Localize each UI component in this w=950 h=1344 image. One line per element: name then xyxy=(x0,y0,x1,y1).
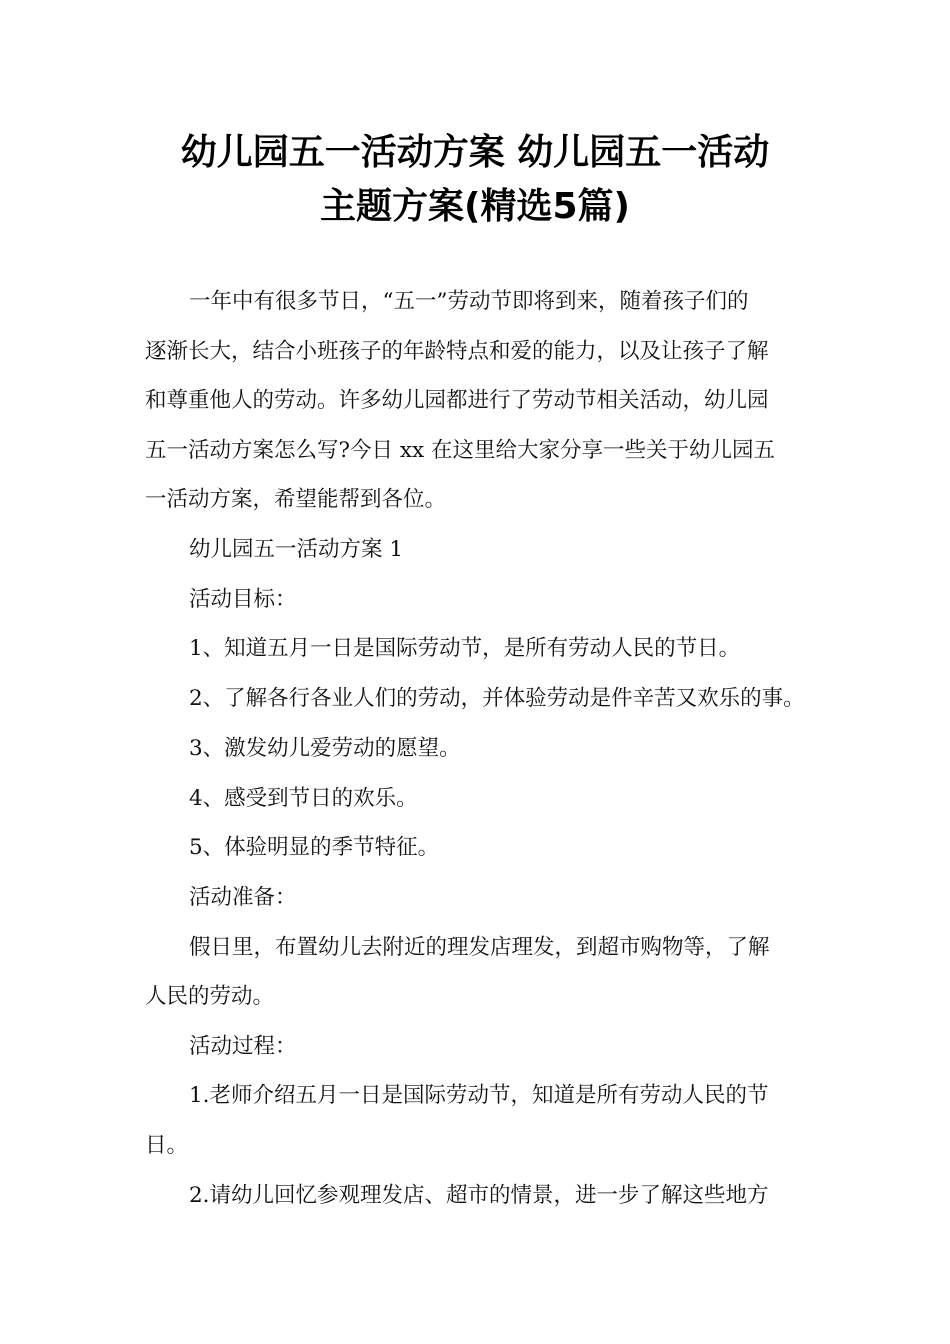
goal-item: 1、知道五月一日是国际劳动节，是所有劳动人民的节日。 xyxy=(189,636,741,661)
process-line: 2.请幼儿回忆参观理发店、超市的情景，进一步了解这些地方 xyxy=(189,1183,769,1208)
prep-line: 假日里，布置幼儿去附近的理发店理发，到超市购物等，了解 xyxy=(189,935,770,960)
prep-heading: 活动准备： xyxy=(189,885,297,910)
goals-heading: 活动目标： xyxy=(189,587,297,612)
intro-line: 一年中有很多节日，“五一”劳动节即将到来，随着孩子们的 xyxy=(189,289,749,314)
document-title-line-1: 幼儿园五一活动方案 幼儿园五一活动 xyxy=(180,132,770,173)
goal-item: 3、激发幼儿爱劳动的愿望。 xyxy=(189,736,461,761)
intro-line: 一活动方案，希望能帮到各位。 xyxy=(145,487,447,512)
goal-item: 4、感受到节日的欢乐。 xyxy=(189,786,418,811)
prep-line: 人民的劳动。 xyxy=(145,984,275,1009)
section-heading: 幼儿园五一活动方案 1 xyxy=(189,537,404,562)
intro-line: 五一活动方案怎么写?今日 xx 在这里给大家分享一些关于幼儿园五 xyxy=(145,438,775,463)
document-title-line-2: 主题方案(精选5篇) xyxy=(320,186,630,227)
intro-line: 和尊重他人的劳动。许多幼儿园都进行了劳动节相关活动，幼儿园 xyxy=(145,388,769,413)
goal-item: 5、体验明显的季节特征。 xyxy=(189,835,440,860)
process-line: 1.老师介绍五月一日是国际劳动节，知道是所有劳动人民的节 xyxy=(189,1083,769,1108)
goal-item: 2、了解各行各业人们的劳动，并体验劳动是件辛苦又欢乐的事。 xyxy=(189,686,805,711)
process-line: 日。 xyxy=(145,1133,189,1158)
intro-line: 逐渐长大，结合小班孩子的年龄特点和爱的能力，以及让孩子了解 xyxy=(145,339,769,364)
process-heading: 活动过程： xyxy=(189,1034,297,1059)
